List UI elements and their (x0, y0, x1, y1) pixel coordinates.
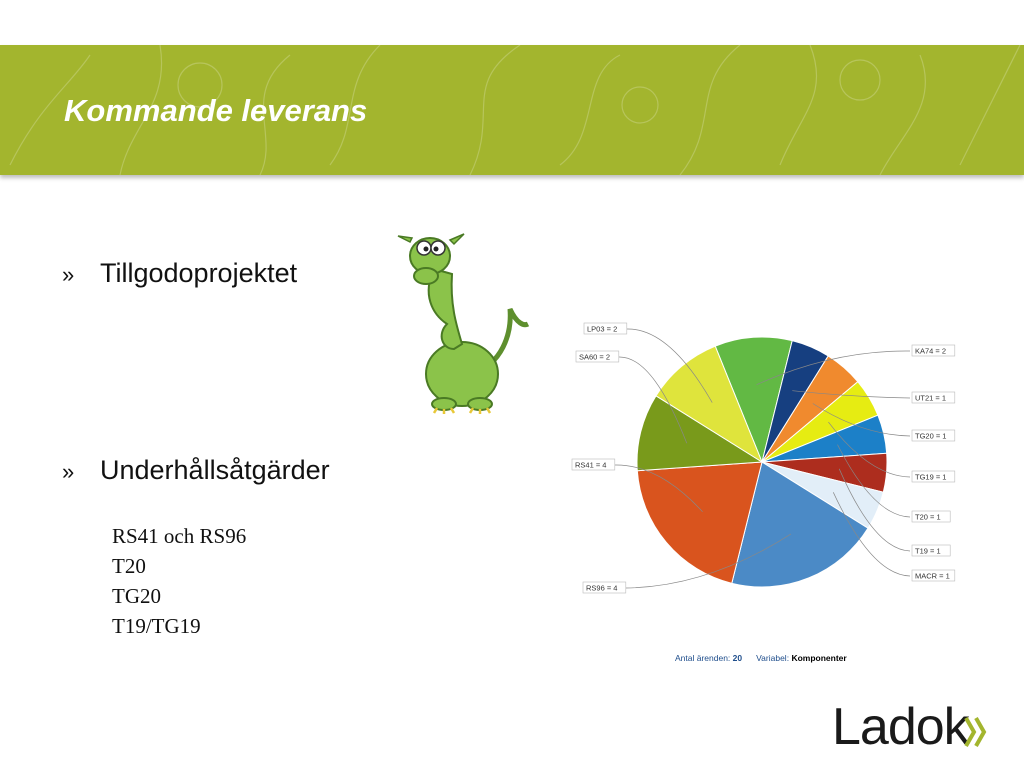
pie-label: TG20 = 1 (915, 431, 947, 441)
pie-chart (560, 315, 960, 605)
pie-label: UT21 = 1 (915, 393, 947, 403)
pie-label: TG19 = 1 (915, 472, 947, 482)
sub-list (112, 521, 246, 641)
pie-label: RS96 = 4 (586, 583, 618, 593)
pie-label: KA74 = 2 (915, 346, 947, 356)
variable-value: Komponenter (791, 653, 847, 663)
pie-label: SA60 = 2 (579, 352, 611, 362)
dragon-illustration (392, 214, 532, 419)
chart-footer (675, 653, 847, 663)
bullet-item (62, 455, 330, 486)
ladok-logo (832, 700, 1002, 752)
sub-item: TG20 (112, 584, 161, 608)
pie-label: T20 = 1 (915, 512, 941, 522)
logo-text: Ladok (832, 700, 969, 752)
sub-item: T19/TG19 (112, 614, 201, 638)
bullet-text: Underhållsåtgärder (100, 455, 330, 485)
pie-label: T19 = 1 (915, 546, 941, 556)
bullet-marker: » (62, 262, 75, 287)
count-value: 20 (732, 653, 743, 663)
sub-item: RS41 och RS96 (112, 524, 247, 548)
variable-label: Variabel: (756, 653, 790, 663)
bullet-item (62, 258, 297, 289)
pie-label: RS41 = 4 (575, 460, 607, 470)
sub-item: T20 (112, 554, 146, 578)
slide-title: Kommande leverans (64, 93, 368, 128)
pie-label: LP03 = 2 (587, 324, 618, 334)
bullet-marker: » (62, 459, 75, 484)
pie-slices (637, 337, 887, 587)
pie-label: MACR = 1 (915, 571, 950, 581)
count-label: Antal ärenden: (675, 653, 731, 663)
bullet-text: Tillgodoprojektet (100, 258, 298, 288)
